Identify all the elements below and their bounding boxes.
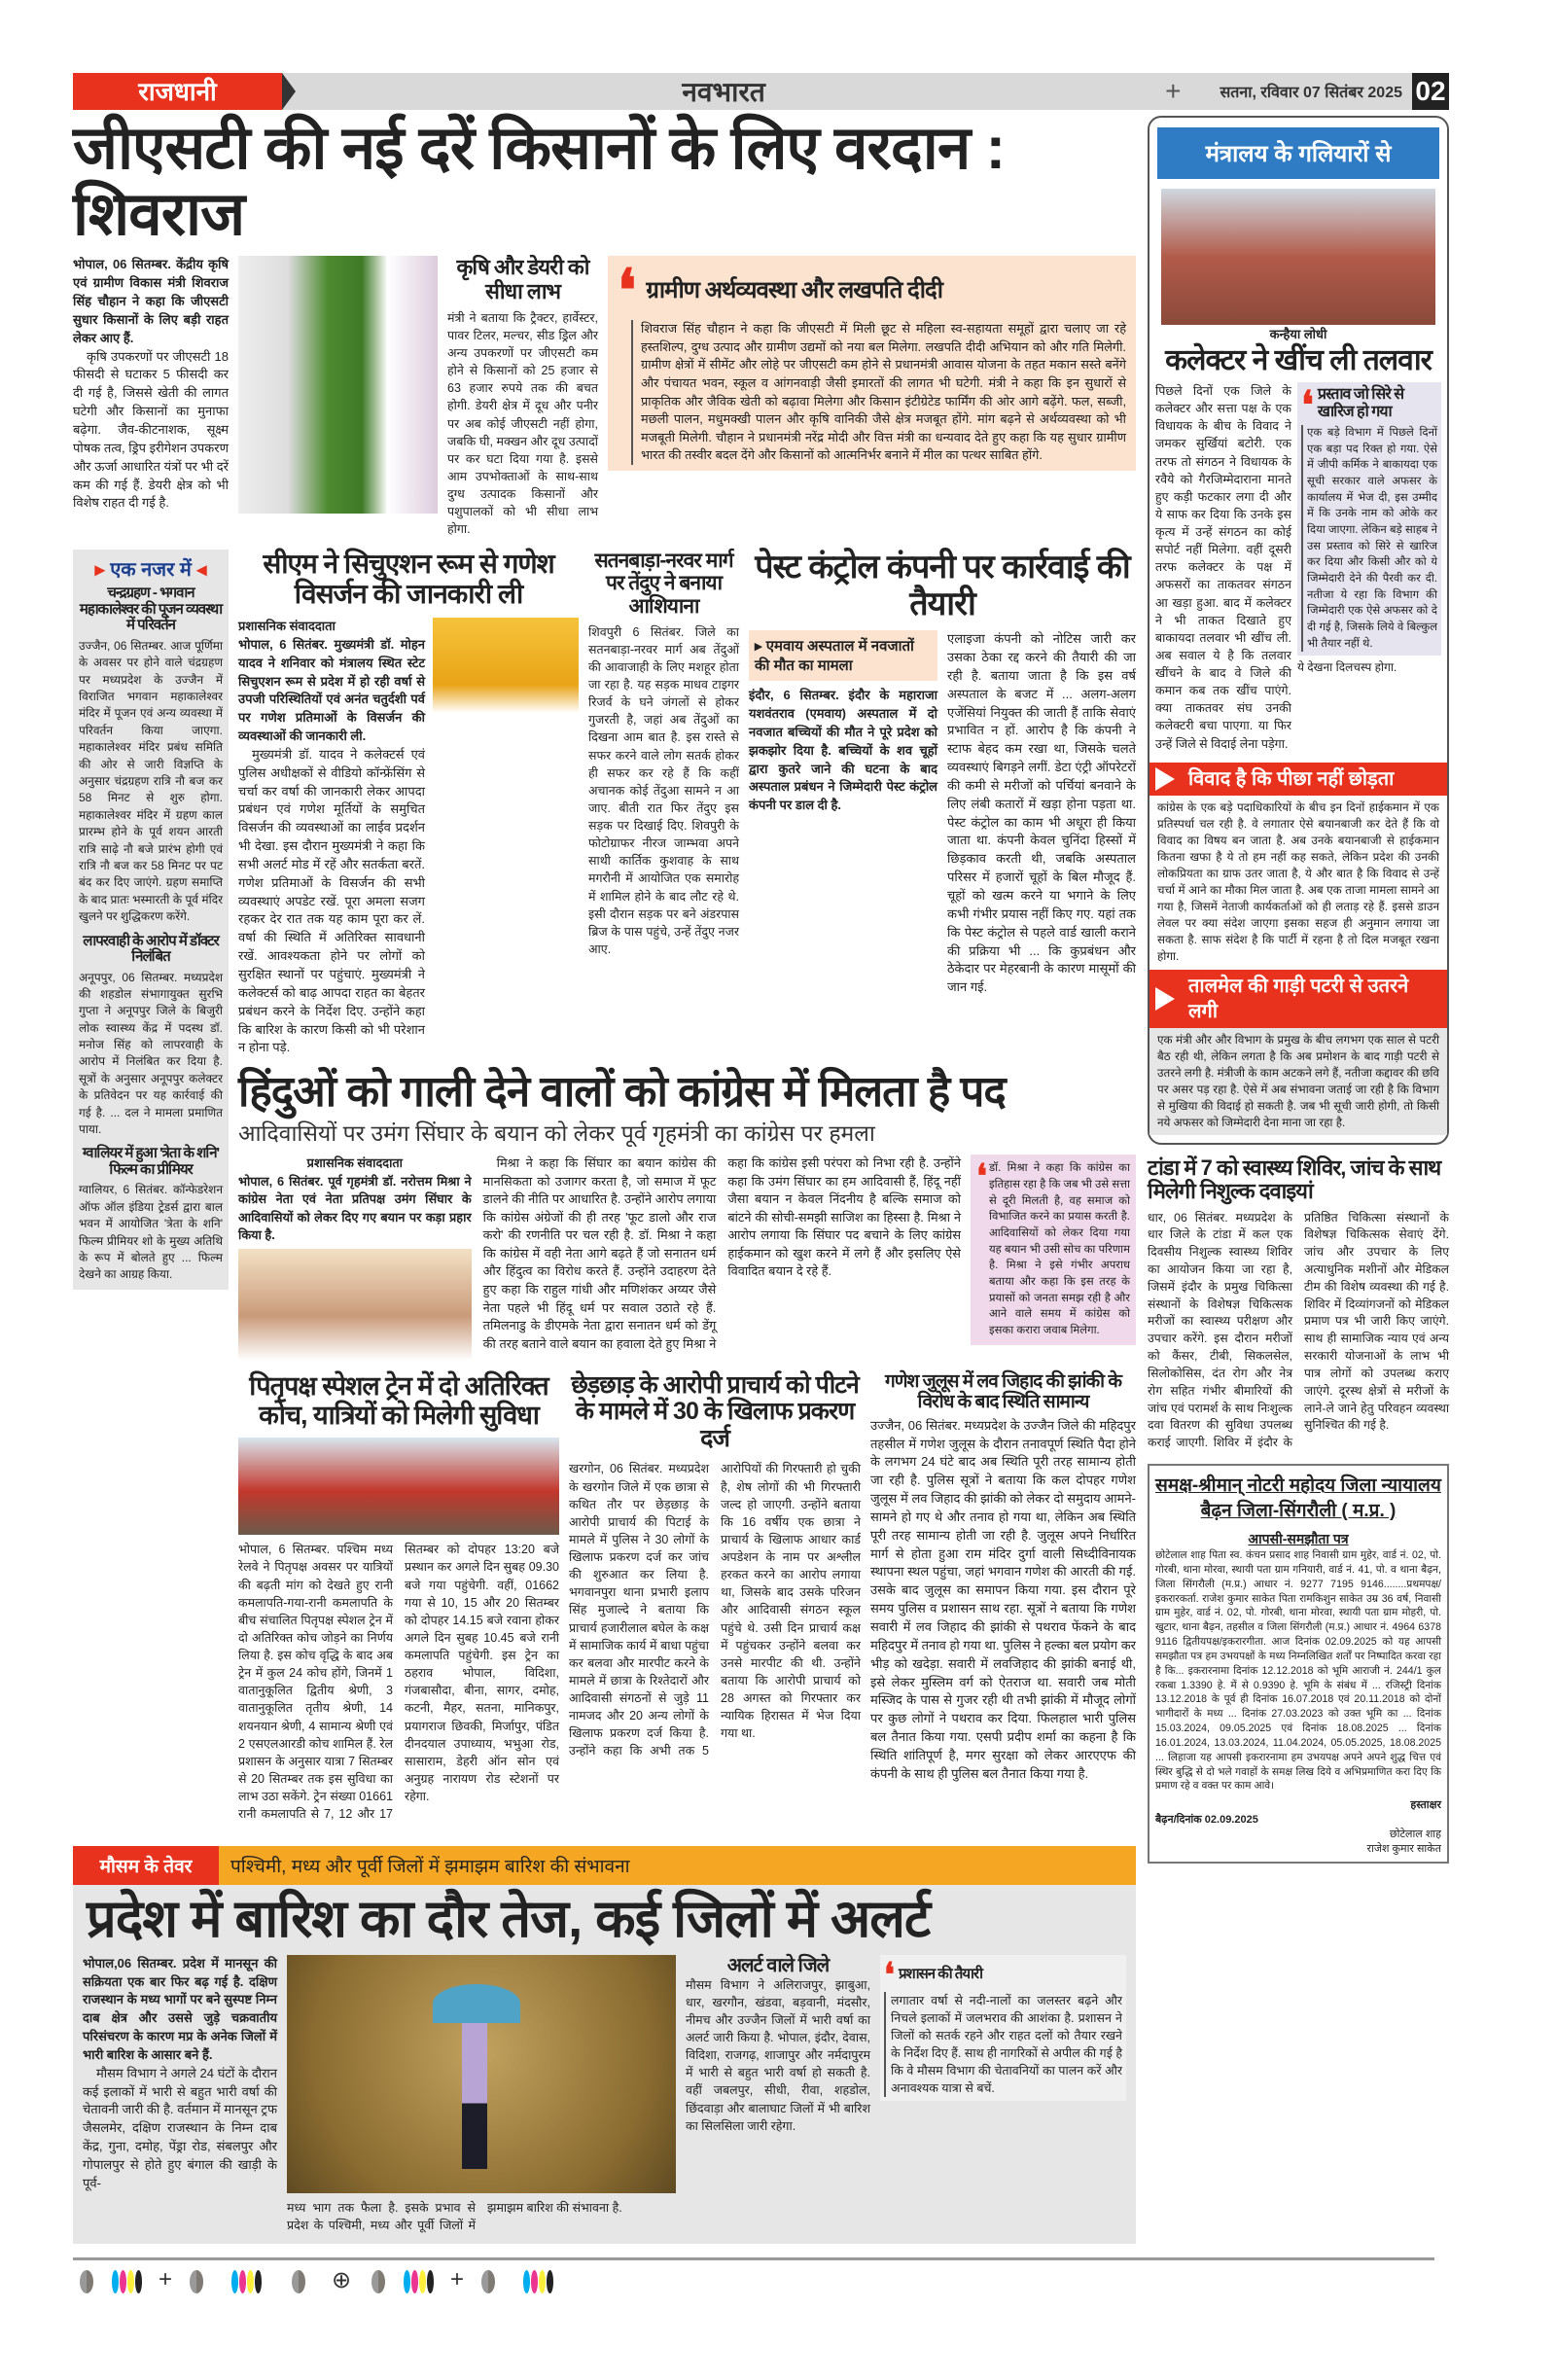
collector-text: पिछले दिनों एक जिले के कलेक्टर और सत्ता पक्ष के एक विधायक के बीच के विवाद ने जमकर सुर्खियां बटोरी. एक तरफ तो संगठन ने विधायक के रवैये को गैरजिम्मेदाराना मानते हुए कड़ी फटकार लगा दी और ये साफ कर दिया कि उनके इस कृत्य में उन्हें संगठन का कोई सपोर्ट नहीं मिलेगा. वहीं दूसरी तरफ कलेक्टर के पक्ष में अफसरों का ताकतवर संगठन आ खड़ा हुआ. बाद में कलेक्टर ने भी ताकत दिखाते हुए बाकायदा तलवार भी खींच ली. अब सवाल ये है कि तलवार खींचने के बाद वे जिले की कमान कब तक खींच पाएंगे. क्या ताकतवर संघ उनकी कलेक्टरी बचा पाएगा. या फिर उन्हें जिले से विदाई लेना पड़ेगा. (1155, 384, 1291, 751)
at-a-glance-sidebar (73, 550, 229, 1289)
black-mark-icon (255, 2270, 262, 2293)
dispute-text: कांग्रेस के एक बड़े पदाधिकारियों के बीच इन दिनों हाईकमान में एक प्रतिस्पर्धा चल रही है. वे लगातार ऐसे बयानबाजी कर देते हैं कि वो विवाद का विषय बन जाता है. अब उनके बयानबाजी से हाईकमान कितना खफा है ये तो हम नहीं कह सकते, लेकिन प्रदेश की उनकी लोकप्रियता का ग्राफ उतर जाता है, ये और बात है कि विवाद से उन्हें चर्चा में आने का मौका मिल जाता है. अब एक ताजा मामला सामने आ गया है, जिसमें नेताजी कार्यकर्ताओं को ही लताड़ रहे हैं. इससे डाउन लेवल पर क्या संदेश जाएगा इसका सहज ही अनुमान लगाया जा सकता है. साफ संदेश है कि पार्टी में रहना है तो दिल मजबूत रखना होगा. (1157, 799, 1439, 964)
proposal-title: प्रस्ताव जो सिरे से खारिज हो गया (1317, 386, 1404, 420)
weather-headline: प्रदेश में बारिश का दौर तेज, कई जिलों में अलर्ट (87, 1890, 931, 1949)
rural-economy-box (608, 256, 1136, 470)
arrow-icon: ▸ (94, 559, 105, 582)
shivraj-photo (238, 256, 438, 514)
place-date: बैढ़न/दिनांक 02.09.2025 (1155, 1814, 1258, 1827)
body-paragraph: मिश्रा ने कहा कि सिंघार का बयान कांग्रेस की मानसिकता को उजागर करता है, जो समाज में फूट डालने की नीति पर आधारित है. उन्होंने आरोप लगाया कि कांग्रेस अंग्रेजों की ही तरह 'फूट डालो और राज करो' की रणनीति पर चल रही है. डॉ. मिश्रा ने कहा कि कांग्रेस में वही नेता आगे बढ़ते हैं जो सनातन धर्म और हिंदुत्व का विरोध करते हैं. उन्होंने उदाहरण देते हुए कहा कि राहुल गांधी और मणिशंकर अय्यर जैसे नेता पहले भी हिंदू धर्म पर सवाल उठाते रहे हैं. तमिलनाडु के डीएमके नेता द्वारा सनातन धर्म को डेंगू की तरह बताने वाले बयान का हवाला देते हुए मिश्रा ने कहा कि कांग्रेस इसी परंपरा को निभा रही है. उन्होंने कहा कि उमंग सिंघार का हम आदिवासी हैं, हिंदू नहीं जैसा बयान न केवल निंदनीय है बल्कि समाज को बांटने की सोची-समझी साजिश का हिस्सा है. मिश्रा ने आरोप लगाया कि सिंघार पद बचाने के लिए कांग्रेस हाईकमान को खुश करने में लगे हैं और इसलिए ऐसे विवादित बयान दे रहे हैं. (482, 1155, 961, 1351)
yellow-mark-icon (419, 2270, 426, 2293)
tanda-text: धार, 06 सितंबर. मध्यप्रदेश के धार जिले के टांडा में कल एक दिवसीय निशुल्क स्वास्थ्य शिविर का आयोजन किया जा रहा है, जिसमें इंदौर के प्रमुख चिकित्सा संस्थानों के विशेषज्ञ चिकित्सक मरीजों का स्वास्थ्य परीक्षण और उपचार करेंगे. इस दौरान मरीजों को कैंसर, टीबी, सिकलसेल, सिलोकोसिस, दंत रोग और नेत्र रोग सहित गंभीर बीमारियों की जांच एवं परामर्श के साथ निःशुल्क दवा वितरण की सुविधा उपलब्ध कराई जाएगी. शिविर में इंदौर के प्रतिष्ठित चिकित्सा संस्थानों के विशेषज्ञ चिकित्सक सेवाएं देंगे. जांच और उपचार के लिए अत्याधुनिक मशीनों और मेडिकल टीम की विशेष व्यवस्था की गई है. शिविर में दिव्यांगजनों को मेडिकल प्रमाण पत्र भी जारी किए जाएंगे. साथ ही सामाजिक न्याय एवं अन्य सरकारी योजनाओं के लाभ भी पात्र लोगों को उपलब्ध कराए जाएंगे. दूरस्थ क्षेत्रों से मरीजों के लाने-ले जाने हेतु परिवहन व्यवस्था सुनिश्चित की गई है. (1148, 1210, 1449, 1450)
edition-date: सतना, रविवार 07 सितंबर 2025 (1220, 85, 1402, 101)
byline: प्रशासनिक संवाददाता (306, 1155, 403, 1171)
subhead: कृषि और डेयरी को सीधा लाभ (456, 255, 589, 303)
quote-icon: ❛ (884, 1956, 895, 1994)
gray-mark-icon (190, 2270, 203, 2293)
body-paragraph: कृषि उपकरणों पर जीएसटी 18 फीसदी से घटाकर 5 फीसदी कर दी गई है, जिससे खेती की लागत घटेगी और किसानों का मुनाफा बढ़ेगा. जैव-कीटनाशक, सूक्ष्म पोषक तत्व, ड्रिप इरीगेशन उपकरण और ऊर्जा आधारित यंत्रों पर भी दरें कम की गई हैं. डेयरी क्षेत्र को भी विशेष राहत दी गई है. (73, 348, 229, 511)
ganesh-article (870, 1372, 1136, 1784)
leopard-article (588, 550, 739, 958)
gray-mark-icon (481, 2270, 495, 2293)
signer-name: राजेश कुमार साकेत (1366, 1843, 1441, 1856)
cm-story (238, 550, 579, 1057)
lead-article (73, 256, 229, 513)
main-area (73, 116, 1136, 2244)
dispute-title: विवाद है कि पीछा नहीं छोड़ता (1149, 763, 1447, 796)
weather-label: मौसम के तेवर (73, 1846, 219, 1885)
lead-paragraph: भोपाल, 06 सितम्बर. केंद्रीय कृषि एवं ग्रामीण विकास मंत्री शिवराज सिंह चौहान ने कहा कि जीएसटी सुधार किसानों के लिए बड़ी राहत लेकर आए हैं. (73, 257, 229, 345)
leopard-headline: सतनबाड़ा-नरवर मार्ग पर तेंदुए ने बनाया आशियाना (594, 550, 733, 618)
agreement-text: छोटेलाल शाह पिता स्व. कंचन प्रसाद शाह निवासी ग्राम मुहेर, वार्ड नं. 02, पो. गोरबी, थाना मोरवा, स्थायी पता ग्राम गनियारी, वार्ड नं. 41, पो. व थाना बैढ़न, जिला सिंगरौली (म.प्र.) आधार नं. 9277 7195 9146........प्रथमपक्ष/इकरारकर्ता. राजेश कुमार साकेत पिता रामकिशुन साकेत उम्र 36 वर्ष, निवासी ग्राम मुहेर, वार्ड नं. 02, पो. गोरबी, थाना मोरवा, स्थायी पता ग्राम मोहरी, पो. खुटार, थाना बैढ़न, तहसील व जिला सिंगरौली (म.प्र.) आधार नं. 4964 6378 9116 द्वितीयपक्ष/इकरारगीता. आज दिनांक 02.09.2025 को यह आपसी समझौता पत्र हम उभयपक्षों के मध्य निम्नलिखित शर्तों पर निष्पादित करवा रहा है कि... इकरारनामा दिनांक 12.12.2018 को भूमि आराजी नं. 244/1 कुल रकबा 1.3390 हे. में से 0.9390 हे. भूमि के संबंध में ... रजिस्ट्री दिनांक 13.12.2018 के पूर्व ही दिनांक 16.07.2018 एवं 20.11.2018 को दोनों भागीदारों के मध्य ... दिनांक 27.03.2023 को उक्त भूमि का ... दिनांक 15.03.2024, 09.05.2025 एवं दिनांक 18.08.2025 ... दिनांक 16.01.2024, 13.03.2024, 11.04.2024, 05.05.2025, 18.08.2025 ... लिहाजा यह आपसी इकरारनामा हम उभयपक्ष अपने अपने शुद्ध चित्त एवं स्थिर बुद्धि से दो भले गवाहों के समक्ष लिख दिये व अभिप्रमाणित करा दिए कि प्रमाण रहे व वक्त पर काम आवे। (1155, 1549, 1441, 1793)
crosshair-icon: + (450, 2265, 465, 2292)
hindu-subheadline: आदिवासियों पर उमंग सिंघार के बयान को लेकर पूर्व गृहमंत्री का कांग्रेस पर हमला (238, 1119, 875, 1146)
quote-icon: ❛ (976, 1158, 987, 1196)
middle-area (238, 550, 1136, 1834)
cm-photo (433, 618, 579, 729)
black-mark-icon (427, 2270, 434, 2293)
notary-notice (1148, 1464, 1449, 1864)
admin-preparation (880, 1955, 1126, 2102)
rain-photo (287, 1955, 676, 2193)
right-area (1148, 116, 1449, 1864)
ganesh-text: उज्जैन, 06 सितंबर. मध्यप्रदेश के उज्जैन जिले की महिदपुर तहसील में गणेश जुलूस के दौरान तनावपूर्ण स्थिति पैदा होने के लगभग 24 घंटे बाद अब स्थिति पूरी तरह सामान्य होती जा रही है. पुलिस सूत्रों ने बताया कि कल दोपहर गणेश जुलूस में लव जिहाद की झांकी को लेकर दो समुदाय आमने-सामने हो गए थे और तनाव हो गया था, लेकिन अब स्थिति पूरी तरह सामान्य होती जा रही है. जुलूस अपने निर्धारित मार्ग से होता हुआ राम मंदिर दुर्गा वाली सिध्दीविनायक स्थापना स्थल पहुंचा, जहां भगवान गणेश की आरती की गई. उसके बाद जुलूस का समापन किया गया. इस दौरान पूरे समय पुलिस व प्रशासन साथ रहा. सूत्रों ने बताया कि गणेश सवारी में लव जिहाद की झांकी से पथराव फेंकने के बाद महिदपुर में तनाव हो गया था. पुलिस ने हल्का बल प्रयोग कर भीड़ को खदेड़ा. सवारी में लवजिहाद की झांकी बनाई थी, इसे लेकर मुस्लिम वर्ग को ऐतराज था. सवारी जब मोती मस्जिद के पास से गुजर रही थी तभी झांकी में मौजूद लोगों पर कुछ लोगों ने पथराव कर दिया. फिलहाल भारी पुलिस बल तैनात किया गया. एसपी प्रदीप शर्मा का कहना है कि स्थिति शांतिपूर्ण है, मगर सुरक्षा को लेकर आरएएफ की कंपनी के साथ ही पुलिस बल तैनात किया गया है. (870, 1417, 1136, 1781)
brief-headline: लापरवाही के आरोप में डॉक्टर निलंबित (83, 932, 219, 966)
black-mark-icon (135, 2270, 142, 2293)
section-label: राजधानी (73, 73, 282, 110)
mishra-quote-box (971, 1154, 1136, 1344)
magenta-mark-icon (411, 2270, 418, 2293)
person-figure (462, 2023, 487, 2169)
columnist-name: कन्हैया लोधी (1269, 327, 1327, 341)
umbrella-icon (433, 1984, 520, 2023)
cyan-mark-icon (404, 2270, 410, 2293)
collector-tail: ये देखना दिलचस्प होगा. (1297, 660, 1397, 675)
arrow-icon: ◂ (196, 559, 207, 582)
coordination-text: एक मंत्री और और विभाग के प्रमुख के बीच लगभग एक साल से पटरी बैठ रही थी, लेकिन लगता है कि अब प्रमोशन के बाद गाड़ी पटरी से उतरने लगी है. मंत्रीजी के काम अटकने लगे हैं, नतीजा कद्दावर की छवि पर असर पड़ रहा है. ऐसे में अब संभावना जताई जा रही है कि विभाग से मुखिया की विदाई हो सकती है. जब भी सूची जारी होगी, तो किसी नये अफसर को जिम्मेदारी देना माना जा रहा है. (1149, 1028, 1447, 1136)
cm-headline: सीएम ने सिचुएशन रूम से गणेश विसर्जन की जानकारी ली (263, 549, 554, 610)
pest-tag: एमवाय अस्पताल में नवजातों की मौत का मामला (755, 638, 914, 675)
weather-strapline: पश्चिमी, मध्य और पूर्वी जिलों में झमाझम बारिश की संभावना (230, 1857, 630, 1878)
page-header (73, 73, 1449, 110)
page-number: 02 (1412, 73, 1449, 110)
yellow-mark-icon (127, 2270, 134, 2293)
crosshair-icon: + (159, 2265, 173, 2292)
magenta-mark-icon (531, 2270, 538, 2293)
cyan-mark-icon (231, 2270, 238, 2293)
weather-strap (73, 1846, 1136, 1885)
quote-text: डॉ. मिश्रा ने कहा कि कांग्रेस का इतिहास रहा है कि जब भी उसे सत्ता से दूरी मिलती है, वह समाज को विभाजित करने का प्रयास करती है. आदिवासियों को लेकर दिया गया यह बयान भी उसी सोच का परिणाम है. मिश्रा ने इसे गंभीर अपराध बताया और कहा कि इस तरह के प्रयासों को जनता समझ रही है और आने वाले समय में कांग्रेस को इसका करारा जवाब मिलेगा. (988, 1162, 1131, 1336)
sidebar-title: एक नजर में (110, 559, 192, 582)
quote-icon: ❛ (1301, 384, 1314, 427)
proposal-text: एक बड़े विभाग में पिछले दिनों एक बड़ा पद रिक्त हो गया. ऐसे में जीपी कर्मिक ने बाकायदा एक सूची सरकार वाले अफसर के कार्यालय में भेज दी, इस उम्मीद में कि उनके नाम को ओके कर दिया जाएगा. लेकिन बड़े साहब ने उस प्रस्ताव को सिरे से खारिज कर दिया और किसी और को ये जिम्मेदारी देने की पैरवी कर दी. नतीजा ये रहा कि विभाग की जिम्मेदारी एक ऐसे अफसर को दे दी गई है, जिसके लिये वे बिल्कुल भी तैयार नहीं थे. (1301, 425, 1437, 652)
lead-paragraph: भोपाल, 6 सितंबर. पूर्व गृहमंत्री डॉ. नरोत्तम मिश्रा ने कांग्रेस नेता एवं नेता प्रतिपक्ष उमंग सिंघार के आदिवासियों को लेकर दिए गए बयान पर कड़ा प्रहार किया है. (238, 1173, 472, 1243)
printer-registration-marks (73, 2257, 1434, 2293)
agri-dairy-article (447, 256, 598, 538)
brief-headline: ग्वालियर में हुआ 'त्रेता के शनि' फिल्म का प्रीमियर (82, 1145, 220, 1178)
hindu-headline: हिंदुओं को गाली देने वालों को कांग्रेस में मिलता है पद (238, 1068, 1006, 1117)
train-headline: पितृपक्ष स्पेशल ट्रेन में दो अतिरिक्त कोच, यात्रियों को मिलेगी सुविधा (249, 1370, 548, 1430)
lead-headline: जीएसटी की नई दरें किसानों के लिए वरदान : शिवराज (73, 115, 1006, 249)
cyan-mark-icon (112, 2270, 119, 2293)
lead-paragraph: इंदौर, 6 सितम्बर. इंदौर के महाराजा यशवंतराव (एमवाय) अस्पताल में दो नवजात बच्चियों की मौत ने पूरे प्रदेश को झकझोर दिया है. बच्चियों के शव चूहों द्वारा कुतरे जाने की घटना के बाद अस्पताल प्रबंधन ने जिम्मेदारी पेस्ट कंट्रोल कंपनी पर डाल दी है. (749, 688, 937, 813)
mantralaya-photo (1161, 189, 1435, 325)
teacher-text: खरगोन, 06 सितंबर. मध्यप्रदेश के खरगोन जिले में एक छात्रा से कथित तौर पर छेड़छाड़ के आरोपी प्राचार्य की पिटाई के मामले में पुलिस ने 30 लोगों के खिलाफ प्रकरण दर्ज कर जांच की शुरुआत कर लिया है. भगवानपुरा थाना प्रभारी इलाप सिंह मुजाल्दे ने बताया कि प्राचार्य हजारीलाल बघेल के कक्ष में सामाजिक कार्य में बाधा पहुंचा कर बलवा और मारपीट करने के मामले में छात्रा के रिश्तेदारों और आदिवासी संगठनों से जुड़े 11 नामजद और 20 अन्य लोगों के खिलाफ प्रकरण दर्ज किया है. उन्होंने कहा कि अभी तक 5 आरोपियों की गिरफ्तारी हो चुकी है, शेष लोगों की भी गिरफ्तारी जल्द हो जाएगी. उन्होंने बताया कि 16 वर्षीय एक छात्रा ने प्राचार्य के खिलाफ आधार कार्ड अपडेशन के नाम पर अश्लील हरकत करने का आरोप लगाया था, जिसके बाद उसके परिजन और आदिवासी संगठन स्कूल पहुंचे थे. उसी दिन प्राचार्य कक्ष में पहुंचकर उन्होंने बलवा कर उनसे मारपीट की थी. उन्होंने बताया कि आरोपी प्राचार्य को 28 अगस्त को गिरफ्तार कर न्यायिक हिरासत में भेज दिया गया था. (569, 1462, 861, 1758)
notary-title: समक्ष-श्रीमान् नोटरी महोदय जिला न्यायालय (1155, 1475, 1441, 1497)
gray-mark-icon (80, 2270, 93, 2293)
lead-paragraph: भोपाल,06 सितम्बर. प्रदेश में मानसून की सक्रियता एक बार फिर बढ़ गई है. दक्षिण राजस्थान के मध्य भागों पर बने सुस्पष्ट निम्न दाब क्षेत्र और उससे जुड़े चक्रवातीय परिसंचरण के कारण मप्र के अनेक जिलों में भारी बारिश के आसार बने हैं. (83, 1955, 277, 2062)
pest-body: एलाइजा कंपनी को नोटिस जारी कर उसका ठेका रद्द करने की तैयारी की जा रही है. बताया जाता है कि इस वर्ष अस्पताल के बजट में ... अलग-अलग एजेंसियां नियुक्त की जाती हैं ताकि सेवाएं प्रभावित न हों. आरोप है कि कंपनी ने स्टाफ बेहद कम रखा था, जिसके चलते व्यवस्थाएं बिगड़ने लगीं. डेटा एंट्री ऑपरेटरों की कमी से मरीजों को पर्चियां बनवाने के लिए लंबी कतारों में खड़ा होना पड़ता था. पेस्ट कंट्रोल का काम भी अधूरा ही किया जाता था. कंपनी केवल चुनिंदा हिस्सों में छिड़काव करती थी, जबकि अस्पताल परिसर में हजारों चूहों के बिल मौजूद हैं. चूहों को खत्म करने या भगाने के लिए कभी गंभीर प्रयास नहीं किए गए. यहां तक कि पेस्ट कंट्रोल से पहले वार्ड खाली कराने की प्रक्रिया भी ... कि कुप्रबंधन और ठेकेदार पर मेहरबानी के कारण मासूमों की जान गई. (947, 631, 1136, 995)
quote-icon: ❛ (618, 258, 637, 324)
signer-name: छोटेलाल शाह (1389, 1829, 1441, 1841)
yellow-mark-icon (539, 2270, 546, 2293)
corridor-banner: मंत्रालय के गलियारों से (1157, 127, 1439, 179)
ganesh-headline: गणेश जुलूस में लव जिहाद की झांकी के विरोध के बाद स्थिति सामान्य (885, 1370, 1121, 1412)
tanda-headline: टांडा में 7 को स्वास्थ्य शिविर, जांच के साथ मिलेगी निशुल्क दवाइयां (1148, 1155, 1441, 1204)
brief-text: उज्जैन, 06 सितम्बर. आज पूर्णिमा के अवसर पर होने वाले चंद्रग्रहण पर मध्यप्रदेश के उज्जैन में विराजित भगवान महाकालेश्वर मंदिर में पूजन एवं अन्य व्यवस्था में परिवर्तन किया जाएगा. महाकालेश्वर मंदिर प्रबंध समिति की ओर से जारी विज्ञप्ति के अनुसार चंद्रग्रहण रात्रि नौ बज कर 58 मिनट से शुरु होगा. महाकालेश्वर मंदिर में ग्रहण काल प्रारम्भ होने के पूर्व शयन आरती रात्रि साढ़े नौ बजे प्रारंभ होगी एवं रात्रि नौ बज कर 58 मिनट पर पट बंद कर दिए जाएंगे. ग्रहण समाप्ति के बाद प्रातः भस्मारती के पूर्व मंदिर खुलने पर शुद्धिकरण करेंगे. (79, 638, 223, 924)
pest-article: ▸ एमवाय अस्पताल में नवजातों की मौत का मामला इंदौर, 6 सितम्बर. इंदौर के महाराजा यशवंतराव (एमवाय) अस्पताल में दो नवजात बच्चियों की मौत ने पूरे प्रदेश को झकझोर दिया है. बच्चियों के शव चूहों द्वारा कुतरे जाने की घटना के बाद अस्पताल प्रबंधन ने जिम्मेदारी पेस्ट कंट्रोल कंपनी पर डाल दी है. (749, 630, 937, 815)
alert-text: मौसम विभाग ने अलिराजपुर, झाबुआ, धार, खरगौन, खंडवा, बड़वानी, मंदसौर, नीमच और उज्जैन जिलों में भारी वर्षा का अलर्ट जारी किया है. भोपाल, इंदौर, देवास, विदिशा, राजगढ़, शाजापुर और नर्मदापुरम में भारी से बहुत भारी वर्षा हो सकती है. वहीं जबलपुर, सीधी, रीवा, शहडोल, छिंदवाड़ा और बालाघाट जिलों में भी बारिश का सिलसिला जारी रहेगा. (686, 1977, 870, 2133)
train-story (238, 1372, 559, 1823)
alert-title: अलर्ट वाले जिले (726, 1954, 830, 1976)
tanda-story (1148, 1156, 1449, 1452)
yellow-mark-icon (247, 2270, 254, 2293)
weather-article (83, 1955, 277, 2193)
magenta-mark-icon (239, 2270, 246, 2293)
teacher-headline: छेड़छाड़ के आरोपी प्राचार्य को पीटने के मामले में 30 के खिलाफ प्रकरण दर्ज (571, 1370, 859, 1452)
train-photo (238, 1438, 559, 1535)
body-paragraph: मुख्यमंत्री डॉ. यादव ने कलेक्टर्स एवं पुलिस अधीक्षकों से वीडियो कॉन्फ्रेंसिंग से चर्चा कर वर्षा की जानकारी लेकर आपदा प्रबंधन एवं गणेश मूर्तियों के समुचित विसर्जन की व्यवस्थाओं का लाईव प्रदर्शन भी देखा. इस दौरान मुख्यमंत्री ने कहा कि सभी अलर्ट मोड में रहें और सतर्कता बरतें. गणेश प्रतिमाओं के विसर्जन की सभी व्यवस्थाएं अपडेट रखें. पूरा अमला सजग रहकर देर रात तक यह काम पूरा कर लें. वर्षा की स्थिति में अतिरिक्त सावधानी रखें. आवश्यकता होने पर लोगों को सुरक्षित स्थानों पर पहुंचाएं. मुख्यमंत्री ने कलेक्टर्स को बाढ़ आपदा राहत का बेहतर प्रबंधन करने के निर्देश दिए. उन्होंने कहा कि बारिश के कारण किसी को भी परेशान न होना पड़े. (238, 746, 425, 1055)
mishra-photo (238, 1249, 472, 1361)
pest-story (749, 550, 1136, 997)
gray-mark-icon (371, 2270, 385, 2293)
weather-section (73, 1846, 1136, 2244)
agreement-title: आपसी-समझौता पत्र (1248, 1531, 1349, 1547)
gray-mark-icon (292, 2270, 305, 2293)
train-text (238, 1541, 559, 1823)
body-paragraph: भोपाल, 6 सितम्बर. पश्चिम मध्य रेलवे ने पितृपक्ष अवसर पर यात्रियों की बढ़ती मांग को देखते हुए रानी कमलापति-गया-रानी कमलापति के बीच संचालित पितृपक्ष स्पेशल ट्रेन में दो अतिरिक्त कोच जोड़ने का निर्णय लिया है. इस कोच वृद्धि के बाद अब ट्रेन में कुल 24 कोच होंगे, जिनमें 1 वातानुकूलित द्वितीय श्रेणी, 3 वातानुकूलित तृतीय श्रेणी, 14 शयनयान श्रेणी, 4 सामान्य श्रेणी एवं 2 एसएलआरडी कोच शामिल हैं. रेल प्रशासन के अनुसार यात्रा 7 सितम्बर से 20 सितम्बर तक इस सुविधा का लाभ उठा सकेंगे. ट्रेन संख्या 01661 रानी कमलापति से 7, 12 और 17 सितम्बर को दोपहर 13:20 बजे प्रस्थान कर अगले दिन सुबह 09.30 बजे गया पहुंचेगी. वहीं, 01662 गया से 10, 15 और 20 सितम्बर को दोपहर 14.15 बजे रवाना होकर अगले दिन सुबह 10.45 बजे रानी कमलापति पहुंचेगी. इस ट्रेन का ठहराव भोपाल, विदिशा, गंजबासौदा, बीना, सागर, दमोह, कटनी, मैहर, सतना, मानिकपुर, प्रयागराज छिवकी, मिर्जापुर, पंडित दीनदयाल उपाध्याय, भभुआ रोड, सासाराम, डेहरी ऑन सोन एवं अनुग्रह नारायण रोड स्टेशनों पर रहेगा. (238, 1543, 559, 1822)
registration-mark-icon: + (1165, 76, 1182, 106)
leopard-text: शिवपुरी 6 सितंबर. जिले का सतनबाड़ा-नरवर मार्ग अब तेंदुओं की आवाजाही के लिए मशहूर होता जा रहा है. यह सड़क माधव टाइगर रिजर्व के घने जंगलों से होकर गुजरती है, जहां अब तेंदुओं का दिखना आम बात है. इस रास्ते से सफर करने वाले लोग सतर्क होकर ही सफर कर रहे हैं कि कहीं अचानक कोई तेंदुआ सामने न आ जाए. बीती रात फिर तेंदुए इस सड़क पर दिखाई दिए. शिवपुरी के फोटोग्राफर नीरज जाम्भवा अपने साथी कार्तिक कुशवाह के साथ मगरौनी में आयोजित एक समारोह में शामिल होने के बाद लौट रहे थे. इसी दौरान सड़क पर बने अंडरपास ब्रिज के पास पहुंचे, उन्हें तेंदुए नजर आए. (588, 624, 739, 956)
hindu-article (238, 1154, 961, 1361)
admin-text: लगातार वर्षा से नदी-नालों का जलस्तर बढ़ने और निचले इलाकों में जलभराव की आशंका है. प्रशासन ने जिलों को सतर्क रहने और राहत दलों को तैयार रखने के निर्देश दिए हैं. साथ ही नागरिकों से अपील की गई है कि वे मौसम विभाग की चेतावनियों का पालन करें और अनावश्यक यात्रा से बचें. (884, 1992, 1122, 2098)
box-title: ग्रामीण अर्थव्यवस्था और लखपति दीदी (646, 277, 942, 304)
magenta-mark-icon (120, 2270, 126, 2293)
black-mark-icon (547, 2270, 553, 2293)
admin-title: प्रशासन की तैयारी (898, 1966, 982, 1983)
brief-headline: चन्द्रग्रहण - भगवान महाकालेश्वर की पूजन व्यवस्था में परिवर्तन (79, 585, 223, 634)
brief-text: अनूपपुर, 06 सितम्बर. मध्यप्रदेश की शहडोल संभागायुक्त सुरभि गुप्ता ने अनूपपुर जिले के बिजुरी लोक स्वास्थ्य केंद्र में पदस्थ डॉ. मनोज सिंह को लापरवाही के आरोप में निलंबित कर दिया है. सूत्रों के अनुसार अनूपपुर कलेक्टर के प्रतिवेदन पर यह कार्रवाई की गई है. ... दल ने मामला प्रमाणित पाया. (79, 970, 223, 1137)
signature-label: हस्ताक्षर (1410, 1799, 1441, 1812)
coordination-title: तालमेल की गाड़ी पटरी से उतरने लगी (1149, 970, 1447, 1028)
body-paragraph: मौसम विभाग ने अगले 24 घंटों के दौरान कई इलाकों में भारी से बहुत भारी वर्षा की चेतावनी जारी की है. वर्तमान में मानसून ट्रफ जैसलमेर, दक्षिण राजस्थान के निम्न दाब केंद्र, गुना, दमोह, पेंड्रा रोड, संबलपुर और गोपालपुर से होते हुए बंगाल की खाड़ी के पूर्व- (83, 2065, 277, 2190)
body-text: मंत्री ने बताया कि ट्रैक्टर, हार्वेस्टर, पावर टिलर, मल्चर, सीड ड्रिल और अन्य उपकरणों पर जीएसटी कम होने से किसानों को 25 हजार से 63 हजार रुपये तक की बचत होगी. डेयरी क्षेत्र में दूध और पनीर पर अब कोई जीएसटी नहीं होगा, जबकि घी, मक्खन और दूध उत्पादों पर कर घटा दिया गया है. इससे आम उपभोक्ताओं के साथ-साथ दुग्ध उत्पादक किसानों और पशुपालकों को भी सीधा लाभ होगा. (447, 310, 598, 537)
notary-subtitle: बैढ़न जिला-सिंगरौली ( म.प्र. ) (1200, 1501, 1397, 1522)
cyan-mark-icon (523, 2270, 530, 2293)
box-text: शिवराज सिंह चौहान ने कहा कि जीएसटी में मिली छूट से महिला स्व-सहायता समूहों द्वारा चलाए जा रहे हस्तशिल्प, दुग्ध उत्पाद और ग्रामीण उद्यमों को नया बल मिलेगा. लखपति दीदी अभियान को और गति मिलेगी. ग्रामीण क्षेत्रों में सीमेंट और लोहे पर जीएसटी कम होने से प्रधानमंत्री आवास योजना के तहत मकान सस्ते बनेंगे और पंचायत भवन, स्कूल व आंगनवाड़ी जैसी इमारतों की लागत भी घटेगी. मंत्री ने कहा कि इन सुधारों से प्राकृतिक और जैविक खेती को बढ़ावा मिलेगा और किसान इंटीग्रेटेड फार्मिंग की ओर आगे बढ़ेंगे. फल, सब्जी, मछली पालन, मधुमक्खी पालन और कृषि वानिकी जैसे क्षेत्र मजबूत होंगे. मांग बढ़ने से अर्थव्यवस्था को भी मजबूती मिलेगी. चौहान ने प्रधानमंत्री नरेंद्र मोदी और वित्त मंत्री का धन्यवाद देते हुए कहा कि यह सुधार ग्रामीण भारत की तस्वीर बदल देंगे और किसानों को आत्मनिर्भर बनाने में मील का पत्थर साबित होंगे. (631, 320, 1126, 464)
cm-article (238, 618, 425, 1057)
teacher-story (569, 1372, 861, 1760)
brief-text: ग्वालियर, 6 सितंबर. कॉन्फेडरेशन ऑफ ऑल इंडिया ट्रेडर्स द्वारा बाल भवन में आयोजित 'त्रेता के शनि' फिल्म प्रीमियर शो के मुख्य अतिथि के रूप में बोलते हुए ... फिल्म देखने का आग्रह किया. (79, 1183, 223, 1282)
lead-paragraph: भोपाल, 6 सितंबर. मुख्यमंत्री डॉ. मोहन यादव ने शनिवार को मंत्रालय स्थित स्टेट सिचुएशन रूम से प्रदेश में हो रही वर्षा से उपजी परिस्थितियों एवं अनंत चतुर्दशी पर्व पर गणेश प्रतिमाओं के विसर्जन की व्यवस्थाओं की जानकारी ली. (238, 636, 425, 744)
target-mark-icon: ⊕ (332, 2266, 352, 2293)
rain-photo-block (287, 1955, 676, 2234)
byline: प्रशासनिक संवाददाता (238, 618, 336, 633)
corridor-column (1148, 116, 1449, 1145)
alert-districts (686, 1955, 870, 2135)
pest-headline: पेस्ट कंट्रोल कंपनी पर कार्रवाई की तैयारी (755, 549, 1130, 622)
weather-caption: मध्य भाग तक फैला है. इसके प्रभाव से प्रदेश के पश्चिमी, मध्य और पूर्वी जिलों में झमाझम बारिश की संभावना है. (287, 2200, 622, 2232)
collector-headline: कलेक्टर ने खींच ली तलवार (1165, 344, 1432, 376)
newspaper-brand: नवभारत (682, 77, 765, 107)
